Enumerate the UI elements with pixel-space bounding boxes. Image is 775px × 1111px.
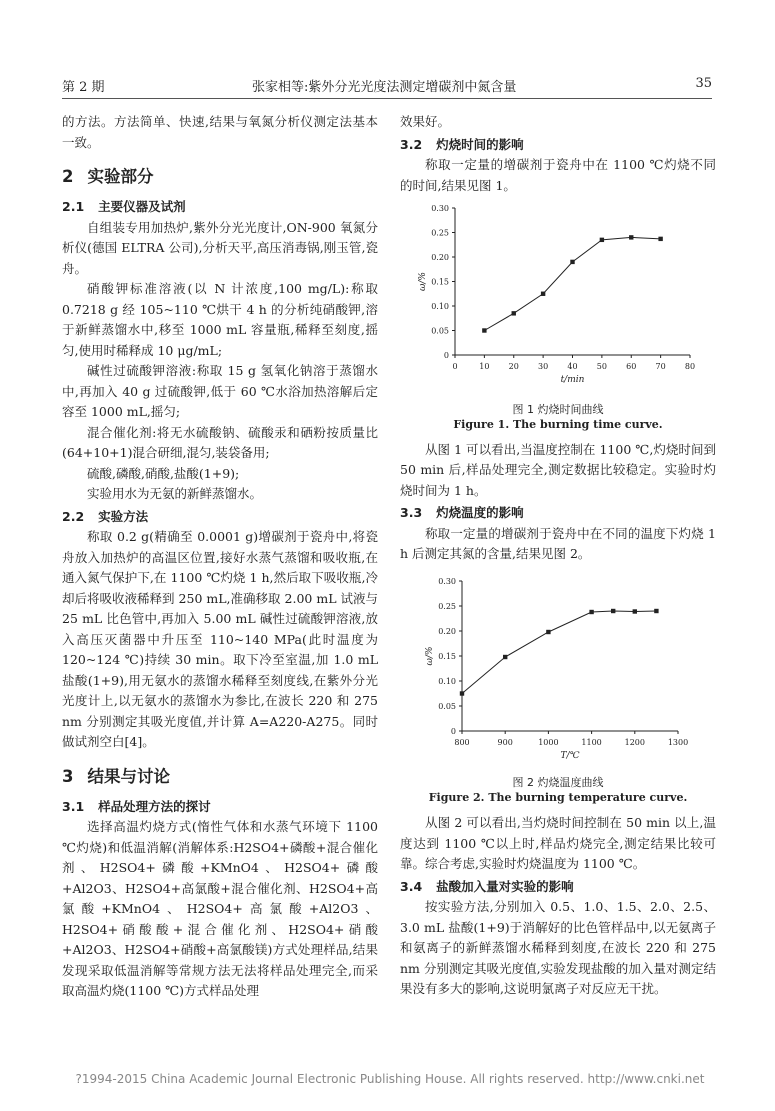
data-point	[654, 608, 658, 612]
page-header	[62, 76, 712, 96]
section-2-2-heading: 2.2 实验方法	[62, 508, 149, 524]
y-tick-label: 0.25	[438, 601, 456, 611]
data-point	[512, 311, 516, 315]
x-tick-label: 40	[567, 362, 578, 371]
reagent-catalyst: 混合催化剂:将无水硫酸钠、硫酸汞和硒粉按质量比(64+10+1)混合研细,混匀,装袋备用;	[62, 424, 378, 460]
data-point	[546, 629, 550, 633]
x-tick-label: 0	[452, 362, 458, 371]
x-tick-label: 10	[479, 362, 490, 371]
burning-temp-text: 称取一定量的增碳剂于瓷舟中在不同的温度下灼烧 1 h 后测定其氮的含量,结果见图 2。	[400, 525, 716, 561]
y-tick-label: 0.20	[438, 626, 456, 636]
data-point	[482, 328, 486, 332]
figure-1-caption-en: Figure 1. The burning time curve.	[453, 417, 663, 431]
y-tick-label: 0.30	[431, 204, 449, 213]
issue-number: 第 2 期	[62, 80, 105, 95]
y-tick-label: 0.20	[431, 253, 449, 262]
figure-2	[400, 569, 716, 806]
figure-1-caption-cn: 图 1 灼烧时间曲线	[512, 402, 604, 416]
continued-text: 效果好。	[400, 114, 451, 129]
x-tick-label: 1100	[581, 737, 602, 747]
x-axis-label: t/min	[560, 375, 585, 385]
data-point	[600, 238, 604, 242]
data-point	[589, 609, 593, 613]
section-2-1-heading: 2.1 主要仪器及试剂	[62, 199, 186, 214]
copyright-footer: ?1994-2015 China Academic Journal Electronic Publishing House. All rights reserved. http://www.cnki.net	[75, 1072, 705, 1086]
x-tick-label: 70	[655, 362, 666, 371]
hcl-effect-text: 按实验方法,分别加入 0.5、1.0、1.5、2.0、2.5、3.0 mL 盐酸(1+9)于消解好的比色管样品中,以无氨离子和氨离子的新鲜蒸馏水稀释到刻度,在波长 220 和 275 nm 分别测定其吸光度值,实验发现盐酸的加入量对测定结果没有多大的影响,这说明氯离子对反应无干扰。	[400, 899, 716, 996]
running-title: 张家相等:紫外分光光度法测定增碳剂中氮含量	[252, 80, 517, 95]
method-text: 称取 0.2 g(精确至 0.0001 g)增碳剂于瓷舟中,将瓷舟放入加热炉的高温区位置,接好水蒸气蒸馏和吸收瓶,在通入氮气保护下,在 1100 ℃灼烧 1 h,然后取下吸收瓶,冷却后将吸收液稀释到 250 mL,准确移取 2.00 mL 试液与 25 mL 比色管中,再加入 5.00 mL 碱性过硫酸钾溶液,放入高压灭菌器中升压至 110~140 MPa(此时温度为 120~124 ℃)持续 30 min。取下冷至室温,加 1.0 mL 盐酸(1+9),用无氨水的蒸馏水稀释至刻度线,在紫外分光光度计上,以无氨水的蒸馏水为参比,在波长 220 和 275 nm 分别测定其吸光度值,并计算 A=A220-A275。同时做试剂空白[4]。	[62, 529, 378, 749]
y-tick-label: 0.25	[431, 228, 449, 238]
y-tick-label: 0.10	[431, 302, 449, 311]
data-point	[460, 691, 464, 695]
right-column	[400, 112, 716, 1000]
intro-text: 的方法。方法简单、快速,结果与氧氮分析仪测定法基本一致。	[62, 114, 378, 150]
burning-temp-conclusion: 从图 2 可以看出,当灼烧时间控制在 50 min 以上,温度达到 1100 ℃以上时,样品灼烧完全,测定结果比较可靠。综合考虑,实验时灼烧温度为 1100 ℃。	[400, 815, 716, 871]
section-3-2-heading: 3.2 灼烧时间的影响	[400, 136, 524, 152]
reagent-persulfate: 碱性过硫酸钾溶液:称取 15 g 氢氧化钠溶于蒸馏水中,再加入 40 g 过硫酸钾,低于 60 ℃水浴加热溶解后定容至 1000 mL,摇匀;	[62, 363, 378, 419]
reagent-acids: 硫酸,磷酸,硝酸,盐酸(1+9);	[87, 465, 240, 481]
x-tick-label: 1300	[667, 737, 689, 747]
data-point	[570, 260, 574, 264]
reagent-water: 实验用水为无氨的新鲜蒸馏水。	[87, 486, 263, 501]
y-tick-label: 0	[443, 351, 449, 360]
y-axis-label: ω/%	[425, 646, 435, 665]
x-axis-label: T/℃	[560, 750, 580, 761]
data-point	[629, 235, 633, 239]
section-3-1-heading: 3.1 样品处理方法的探讨	[62, 798, 211, 814]
section-3-4-heading: 3.4 盐酸加入量对实验的影响	[400, 878, 574, 894]
reagent-kno3: 硝酸钾标准溶液(以 N 计浓度,100 mg/L):称取 0.7218 g 经 105~110 ℃烘干 4 h 的分析纯硝酸钾,溶于新鲜蒸馏水中,移至 1000 mL 容量瓶,稀释至刻度,摇匀,使用时稀释成 10 μg/mL;	[62, 281, 378, 358]
figure-2-caption-cn: 图 2 灼烧温度曲线	[512, 776, 604, 789]
x-tick-label: 30	[538, 362, 549, 371]
x-tick-label: 1200	[624, 737, 645, 747]
figure-1	[400, 200, 716, 432]
burning-time-text: 称取一定量的增碳剂于瓷舟中在 1100 ℃灼烧不同的时间,结果见图 1。	[400, 157, 716, 193]
x-tick-label: 60	[626, 362, 637, 371]
series-line	[462, 611, 656, 694]
x-tick-label: 80	[684, 362, 696, 371]
x-tick-label: 20	[508, 362, 519, 371]
section-3-3-heading: 3.3 灼烧温度的影响	[400, 505, 524, 520]
page-number: 35	[695, 76, 712, 91]
y-axis-label: ω/%	[418, 272, 428, 291]
y-tick-label: 0.30	[438, 576, 456, 586]
x-tick-label: 800	[454, 737, 470, 747]
burning-time-conclusion: 从图 1 可以看出,当温度控制在 1100 ℃,灼烧时间到 50 min 后,样品处理完全,测定数据比较稳定。实验时灼烧时间为 1 h。	[400, 441, 716, 498]
data-point	[541, 292, 545, 296]
left-column	[62, 112, 378, 1002]
sample-treatment-text: 选择高温灼烧方式(惰性气体和水蒸气环境下 1100 ℃灼烧)和低温消解(消解体系:H2SO4+磷酸+混合催化剂、H2SO4+磷酸+KMnO4、H2SO4+磷酸+Al2O3、H2SO4+高氯酸+混合催化剂、H2SO4+高氯酸+KMnO4、H2SO4+高氯酸+Al2O3、H2SO4+硝酸酸+混合催化剂、H2SO4+硝酸+Al2O3、H2SO4+硝酸+高氯酸镁)方式处理样品,结果发现采取低温消解等常规方法无法将样品处理完全,而采取高温灼烧(1100 ℃)方式样品处理	[62, 819, 378, 998]
section-3-heading: 3 结果与讨论	[62, 766, 170, 786]
data-point	[633, 609, 637, 613]
data-point	[658, 237, 662, 241]
data-point	[611, 608, 615, 612]
y-tick-label: 0.05	[431, 326, 449, 336]
figure-2-caption-en: Figure 2. The burning temperature curve.	[428, 791, 688, 804]
instruments-text: 自组装专用加热炉,紫外分光光度计,ON-900 氧氮分析仪(德国 ELTRA 公司),分析天平,高压消毒锅,刚玉管,瓷舟。	[62, 219, 378, 276]
x-tick-label: 1000	[538, 737, 559, 747]
burning-time-chart	[400, 200, 716, 395]
y-tick-label: 0.10	[438, 676, 456, 686]
x-tick-label: 900	[497, 737, 513, 747]
x-tick-label: 50	[596, 362, 607, 371]
y-tick-label: 0.15	[438, 651, 456, 661]
y-tick-label: 0.05	[438, 701, 456, 711]
data-point	[503, 654, 507, 658]
y-tick-label: 0	[450, 726, 456, 736]
section-2-heading: 2 实验部分	[62, 167, 154, 186]
y-tick-label: 0.15	[431, 277, 449, 287]
header-rule	[62, 98, 712, 99]
burning-temperature-chart	[400, 569, 716, 769]
series-line	[484, 237, 660, 330]
